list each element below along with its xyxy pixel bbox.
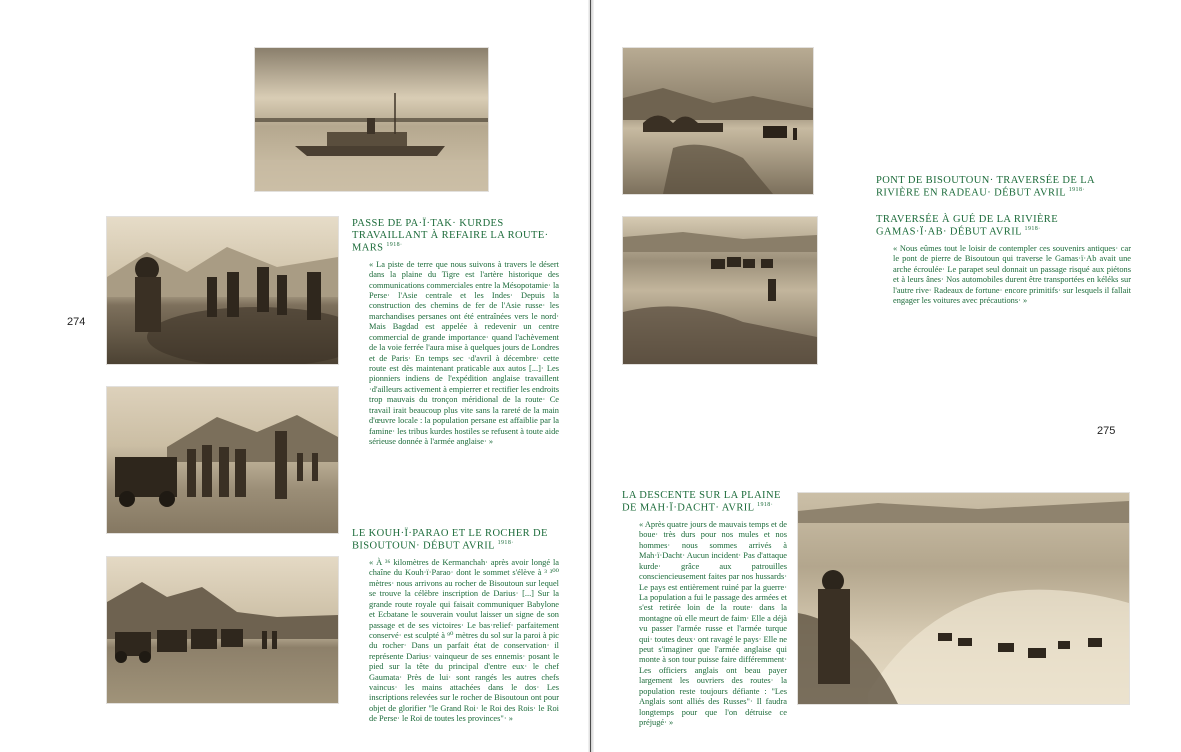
photo-gunboat-river [255, 48, 488, 191]
photo-kurds-road-work [107, 217, 338, 364]
photo-cars-and-men [107, 387, 338, 533]
caption-text: « Nous eûmes tout le loisir de contempler ces souvenirs antiques· car le pont de pierre de Bisoutoun qui traverse le Gamas·ï·Ab avait une arche écroulée· Le parapet seul donnait un passage risqué aux piétons et à leurs ânes· Nos automobiles durent être transportées en kéléks sur l'autre rive· Radeaux de fortune· encore primitifs· sur lesquels il fallait engager les voitures avec précautions· » [893, 244, 1131, 306]
caption-text: « La piste de terre que nous suivons à travers le désert dans la plaine du Tigre est l'artère historique des communications commerciales entre la Mésopotamie· la Perse· l'Asie centrale et les Indes· Depuis la construction des chemins de fer de l'Asie russe· les marchandises persanes ont été entraînées vers le nord· Mais Bagdad est appelée à redevenir un centre commercial de grande importance· quand l'achèvement de la voie ferrée l'aura mise à quelques jours de Londres et de Paris· En temps sec ·d'avril à décembre· cette route est dès maintenant praticable aux autos [...]· Les pionniers indiens de l'expédition anglaise travaillent ·d'ailleurs activement à empierrer et rectifier les endroits trop mauvais du tronçon méridional de la route· Ce travail irait beaucoup plus vite sans la rareté de la main d'œuvre locale : la population persane est affaiblie par la famine· les tribus kurdes hostiles se refusent à toute aide sérieuse donnée à l'armée anglaise· » [369, 259, 559, 446]
photo-convoy-mountains [107, 557, 338, 703]
caption-title: LE KOUH·Ï·PARAO ET LE ROCHER DE BISOUTOUN· DÉBUT AVRIL $^{1918\cdot}$ [352, 528, 548, 552]
caption-bisoutoun-bridge [876, 175, 1126, 205]
caption-title: LA DESCENTE SUR LA PLAINE DE MAH·Ï·DACHT· AVRIL $^{1918\cdot}$ [622, 490, 781, 514]
left-page [0, 0, 590, 752]
photo-bisoutoun-bridge [623, 48, 813, 194]
page-number-left: 274 [67, 316, 86, 328]
caption-mah-i-dacht [622, 490, 787, 728]
caption-gamas-i-ab-ford [876, 214, 1131, 307]
page-number-right: 275 [1097, 425, 1116, 437]
caption-title: TRAVERSÉE À GUÉ DE LA RIVIÈRE GAMAS·Ï·AB· DÉBUT AVRIL $^{1918\cdot}$ [876, 214, 1059, 238]
caption-kouh-i-parao [352, 528, 559, 725]
right-page [591, 0, 1181, 752]
caption-text: « À ³⁶ kilomètres de Kermanchah· après avoir longé la chaîne du Kouh·ï·Parao· dont le sommet s'élève à ³ ³⁰⁰ mètres· nous arrivons au rocher de Bisoutoun sur lequel se trouve la célèbre inscription de Darius· [...] Sur la grande route royale qui faisait communiquer Babylone et Ecbatane le souverain voulut laisser un signe de son passage et de ses victoires· Le bas·relief· parfaitement conservé· est sculpté à ⁹⁰ mètres du sol sur la paroi à pic du rocher· Dans un parfait état de conservation· il représente Darius· vainqueur de ses ennemis· posant le pied sur la tête du principal d'entre eux· le chef Gaumata· Près de lui· sont rangés les autres chefs vaincus· les mains attachées dans le dos· Les inscriptions relevées sur le rocher de Bisoutoun ont pour objet de glorifier "le Grand Roi· le Roi des Rois· le Roi de Perse· le Roi de toutes les provinces"· » [369, 558, 559, 724]
book-gutter [588, 0, 594, 752]
caption-pai-tak [352, 218, 559, 447]
caption-title: PONT DE BISOUTOUN· TRAVERSÉE DE LA RIVIÈRE EN RADEAU· DÉBUT AVRIL $^{1918\cdot}$ [876, 175, 1095, 199]
caption-text: « Après quatre jours de mauvais temps et de boue· très durs pour nos mules et nos hommes· nous sommes arrivés à Mah·ï·Dacht· Aucun incident· Pas d'attaque kurde· grâce aux patrouilles consciencieusement faites par nos hussards· Le pays est entièrement ruiné par la guerre· La population a fui le passage des armées et s'est retirée loin de la route· dans la montagne où elle meurt de faim· Elle a déjà vu passer l'armée russe et l'armée turque qui· toutes deux· ont ravagé le pays· Elle ne peut s'imaginer que l'armée anglaise qui monte à son tour puisse faire différemment· Les officiers anglais ont beau payer largement les ouvriers des routes· la population reste toujours défiante : "Les Anglais sont alliés des Russes"· Il faudra longtemps pour que l'on détruise ce préjugé· » [639, 520, 787, 728]
photo-ford-gamas-i-ab [623, 217, 817, 364]
caption-title: PASSE DE PA·Ï·TAK· KURDES TRAVAILLANT À REFAIRE LA ROUTE· MARS $^{1918\cdot}$ [352, 218, 549, 253]
photo-descent-mah-i-dacht [798, 493, 1129, 704]
